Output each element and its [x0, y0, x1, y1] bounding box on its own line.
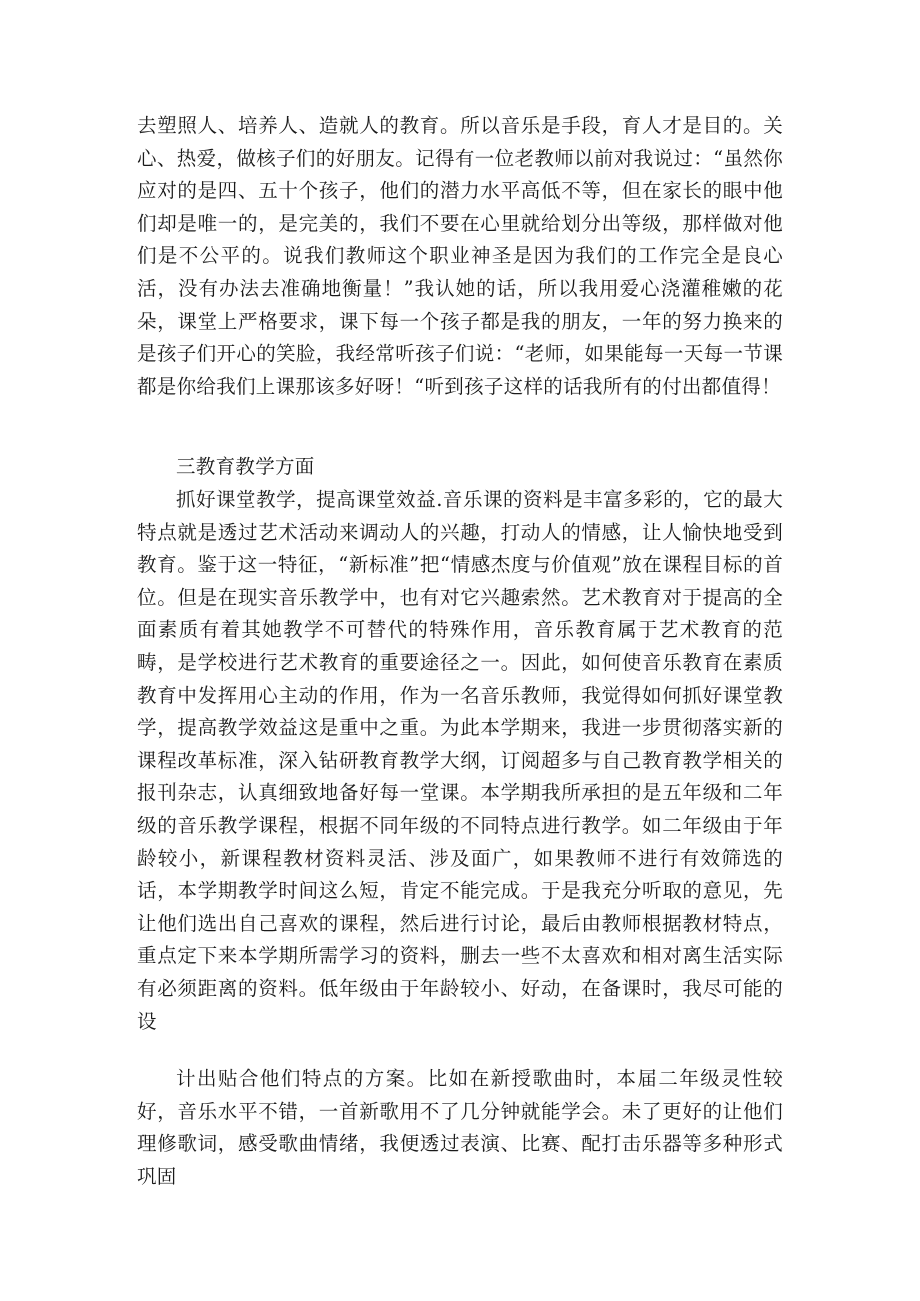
paragraph-block-3 — [137, 1063, 783, 1193]
section-heading: 三教育教学方面 — [176, 455, 315, 478]
paragraph-3: 计出贴合他们特点的方案。比如在新授歌曲时，本届二年级灵性较好，音乐水平不错，一首新歌用不了几分钟就能学会。未了更好的让他们理修歌词，感受歌曲情绪，我便透过表演、比赛、配打击乐器等多种形式巩固 — [137, 1067, 783, 1188]
paragraph-block-2 — [137, 484, 783, 1038]
paragraph-1: 去塑照人、培养人、造就人的教育。所以音乐是手段，育人才是目的。关心、热爱，做核子们的好朋友。记得有一位老教师以前对我说过：“虽然你应对的是四、五十个孩子，他们的潜力水平高低不等，但在家长的眼中他们却是唯一的，是完美的，我们不要在心里就给划分出等级，那样做对他们是不公平的。说我们教师这个职业神圣是因为我们的工作完全是良心活，没有办法去准确地衡量！”我认她的话，所以我用爱心浇灌稚嫩的花朵，课堂上严格要求，课下每一个孩子都是我的朋友，一年的努力换来的是孩子们开心的笑脸，我经常听孩子们说：“老师，如果能每一天每一节课都是你给我们上课那该多好呀！“听到孩子这样的话我所有的付出都值得！ — [137, 114, 783, 398]
paragraph-continuation — [137, 110, 783, 403]
section-heading-block — [137, 451, 783, 484]
paragraph-2: 抓好课堂教学，提高课堂效益.音乐课的资料是丰富多彩的，它的最大特点就是透过艺术活动来调动人的兴趣，打动人的情感，让人愉快地受到教育。鉴于这一特征，“新标准”把“情感杰度与价值观”放在课程目标的首位。但是在现实音乐教学中，也有对它兴趣索然。艺术教育对于提高的全面素质有着其她教学不可替代的特殊作用，音乐教育属于艺术教育的范畴，是学校进行艺术教育的重要途径之一。因此，如何使音乐教育在素质教育中发挥用心主动的作用，作为一名音乐教师，我觉得如何抓好课堂教学，提高教学效益这是重中之重。为此本学期来，我进一步贯彻落实新的课程改革标准，深入钻研教育教学大纲，订阅超多与自己教育教学相关的报刊杂志，认真细致地备好每一堂课。本学期我所承担的是五年级和二年级的音乐教学课程，根据不同年级的不同特点进行教学。如二年级由于年龄较小，新课程教材资料灵活、涉及面广，如果教师不进行有效筛选的话，本学期教学时间这么短，肯定不能完成。于是我充分听取的意见，先让他们选出自己喜欢的课程，然后进行讨论，最后由教师根据教材特点，重点定下来本学期所需学习的资料，删去一些不太喜欢和相对离生活实际有必须距离的资料。低年级由于年龄较小、好动，在备课时，我尽可能的设 — [137, 488, 783, 1033]
